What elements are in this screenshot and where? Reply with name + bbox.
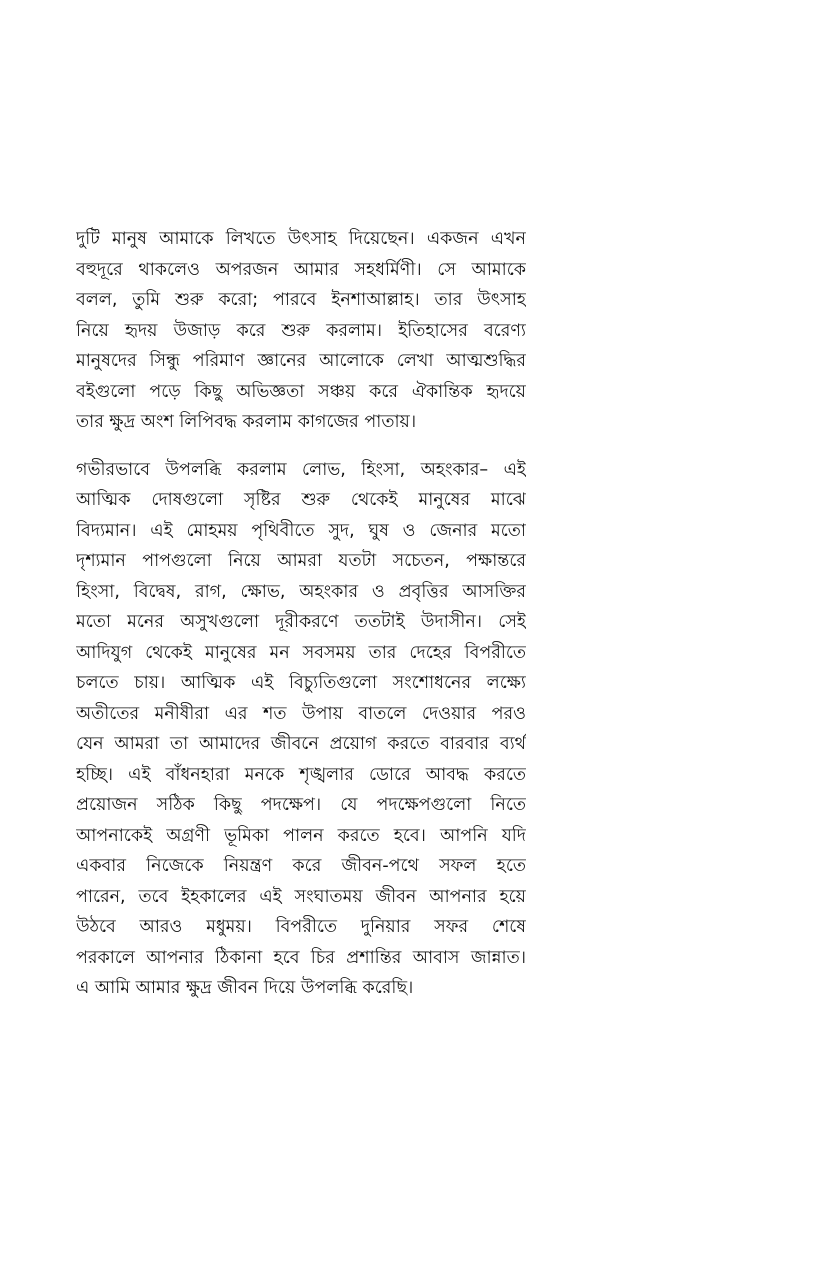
text-line: গভীরভাবে উপলব্ধি করলাম লোভ, হিংসা, অহংকার– এই	[76, 459, 526, 480]
text-line: পারেন, তবে ইহকালের এই সংঘাতময় জীবন আপনার হয়ে	[76, 886, 526, 907]
text-line: বিদ্যমান। এই মোহময় পৃথিবীতে সুদ, ঘুষ ও জেনার মতো	[76, 520, 526, 541]
text-line: উঠবে আরও মধুময়। বিপরীতে দুনিয়ার সফর শেষে	[76, 917, 526, 937]
paragraph-2	[76, 455, 526, 1004]
text-line: এ আমি আমার ক্ষুদ্র জীবন দিয়ে উপলব্ধি করেছি।	[76, 978, 414, 998]
text-line: হচ্ছি। এই বাঁধনহারা মনকে শৃঙ্খলার ডোরে আবদ্ধ করতে	[76, 764, 526, 785]
text-line: আপনাকেই অগ্রণী ভূমিকা পালন করতে হবে। আপনি যদি	[76, 825, 526, 846]
text-line: পরকালে আপনার ঠিকানা হবে চির প্রশান্তির আবাস জান্নাত।	[76, 947, 526, 968]
text-line: বহুদূরে থাকলেও অপরজন আমার সহধর্মিণী। সে আমাকে	[76, 259, 526, 280]
text-line: নিয়ে হৃদয় উজাড় করে শুরু করলাম। ইতিহাসের বরেণ্য	[76, 320, 526, 341]
text-line: তার ক্ষুদ্র অংশ লিপিবদ্ধ করলাম কাগজের পাতায়।	[76, 412, 417, 432]
text-line: আত্মিক দোষগুলো সৃষ্টির শুরু থেকেই মানুষের মাঝে	[76, 490, 526, 510]
text-line: বইগুলো পড়ে কিছু অভিজ্ঞতা সঞ্চয় করে ঐকান্তিক হৃদয়ে	[76, 381, 526, 402]
text-line: দৃশ্যমান পাপগুলো নিয়ে আমরা যতটা সচেতন, পক্ষান্তরে	[76, 551, 526, 571]
text-line: যেন আমরা তা আমাদের জীবনে প্রয়োগ করতে বারবার ব্যর্থ	[76, 734, 526, 754]
paragraph-1	[76, 224, 526, 438]
text-line: চলতে চায়। আত্মিক এই বিচ্যুতিগুলো সংশোধনের লক্ষ্যে	[76, 673, 526, 693]
text-line: হিংসা, বিদ্বেষ, রাগ, ক্ষোভ, অহংকার ও প্রবৃত্তির আসক্তির	[76, 581, 526, 602]
text-line: বলল, তুমি শুরু করো; পারবে ইনশাআল্লাহ। তার উৎসাহ	[76, 290, 526, 310]
text-line: আদিযুগ থেকেই মানুষের মন সবসময় তার দেহের বিপরীতে	[76, 642, 526, 663]
text-line: প্রয়োজন সঠিক কিছু পদক্ষেপ। যে পদক্ষেপগুলো নিতে	[76, 795, 526, 815]
body-text	[76, 224, 526, 1004]
text-line: মতো মনের অসুখগুলো দূরীকরণে ততটাই উদাসীন। সেই	[76, 612, 526, 632]
text-line: অতীতের মনীষীরা এর শত উপায় বাতলে দেওয়ার পরও	[76, 703, 526, 724]
text-line: মানুষদের সিন্ধু পরিমাণ জ্ঞানের আলোকে লেখা আত্মশুদ্ধির	[76, 351, 526, 371]
text-line: একবার নিজেকে নিয়ন্ত্রণ করে জীবন-পথে সফল হতে	[76, 856, 526, 876]
text-line: দুটি মানুষ আমাকে লিখতে উৎসাহ দিয়েছেন। একজন এখন	[76, 229, 526, 249]
